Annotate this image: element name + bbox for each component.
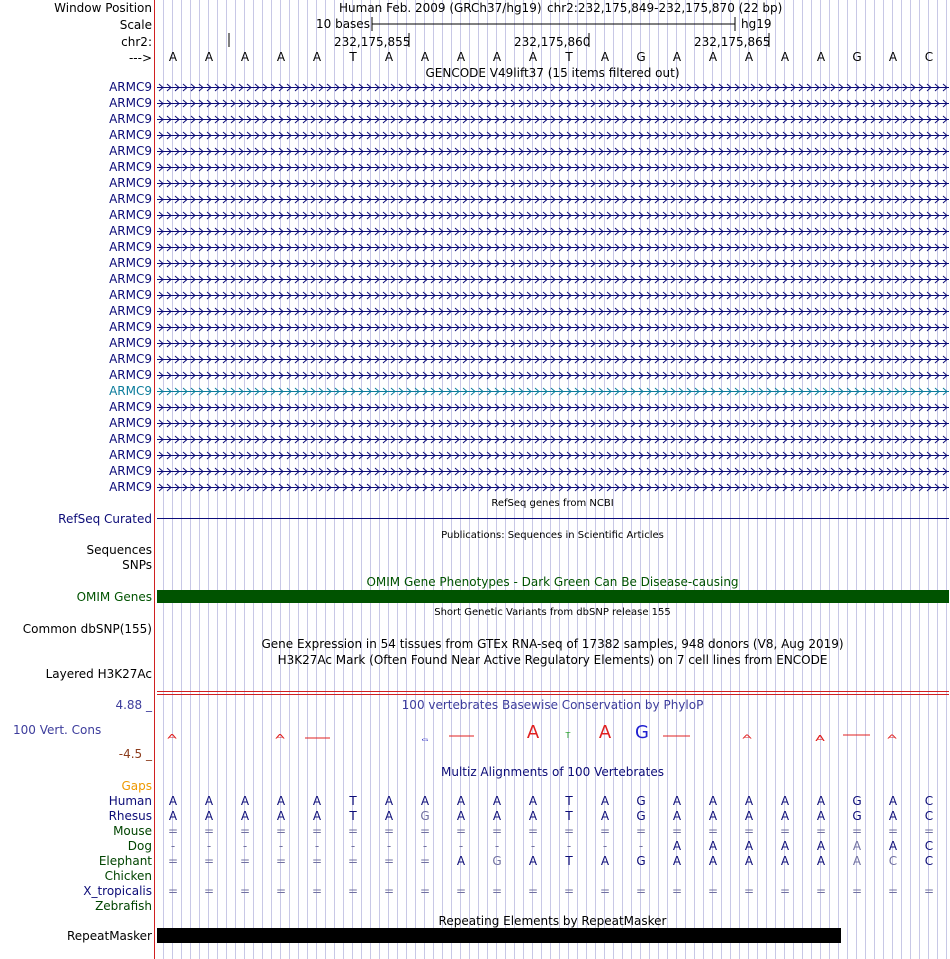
multiz-aligned-base: = (923, 824, 935, 838)
phylop-max-value: 4.88 _ (115, 698, 152, 712)
phylop-track-label[interactable]: 100 Vert. Cons (13, 723, 102, 737)
multiz-aligned-base: = (419, 854, 431, 868)
multiz-aligned-base: T (565, 854, 573, 868)
svg-text:G: G (421, 738, 429, 743)
window-position-label: Window Position (54, 1, 152, 15)
multiz-aligned-base: A (780, 794, 790, 808)
multiz-aligned-base: = (275, 824, 287, 838)
gtex-track-title: Gene Expression in 54 tissues from GTEx RNA-seq of 17382 samples, 948 donors (V8, Aug 2019) (261, 637, 844, 651)
gencode-transcript-line[interactable] (157, 83, 949, 92)
sequence-base: A (456, 50, 466, 64)
gencode-transcript-label[interactable]: ARMC9 (109, 448, 152, 462)
multiz-aligned-base: = (455, 824, 467, 838)
gencode-transcript-label[interactable]: ARMC9 (109, 272, 152, 286)
gencode-transcript-label[interactable]: ARMC9 (109, 160, 152, 174)
gencode-transcript-line[interactable] (157, 371, 949, 380)
multiz-aligned-base: = (311, 854, 323, 868)
multiz-aligned-base: = (491, 824, 503, 838)
multiz-aligned-base: = (383, 884, 395, 898)
multiz-aligned-base: - (278, 839, 284, 853)
gencode-transcript-label[interactable]: ARMC9 (109, 304, 152, 318)
publications-snps-label[interactable]: SNPs (122, 558, 152, 572)
multiz-aligned-base: = (527, 884, 539, 898)
multiz-aligned-base: A (600, 854, 610, 868)
multiz-aligned-base: - (422, 839, 428, 853)
gencode-transcript-line[interactable] (157, 275, 949, 284)
multiz-aligned-base: - (314, 839, 320, 853)
sequence-base: A (744, 50, 754, 64)
multiz-gaps-label: Gaps (121, 779, 152, 793)
multiz-aligned-base: A (204, 809, 214, 823)
sequence-base: A (240, 50, 250, 64)
multiz-aligned-base: = (599, 884, 611, 898)
h3k27ac-track-title: H3K27Ac Mark (Often Found Near Active Regulatory Elements) on 7 cell lines from ENCODE (277, 653, 828, 667)
gencode-transcript-label[interactable]: ARMC9 (109, 256, 152, 270)
publications-sequences-label[interactable]: Sequences (86, 543, 152, 557)
multiz-aligned-base: = (887, 884, 899, 898)
multiz-aligned-base: = (743, 884, 755, 898)
repeatmasker-track-title: Repeating Elements by RepeatMasker (438, 914, 667, 928)
multiz-aligned-base: = (419, 884, 431, 898)
multiz-aligned-base: A (888, 809, 898, 823)
multiz-aligned-base: A (672, 794, 682, 808)
sequence-base: A (888, 50, 898, 64)
h3k27ac-divider-top (157, 691, 949, 692)
gencode-transcript-label[interactable]: ARMC9 (109, 208, 152, 222)
gencode-transcript-label[interactable]: ARMC9 (109, 96, 152, 110)
multiz-aligned-base: A (744, 794, 754, 808)
sequence-base: A (420, 50, 430, 64)
multiz-aligned-base: = (635, 824, 647, 838)
multiz-aligned-base: = (707, 824, 719, 838)
multiz-aligned-base: = (383, 824, 395, 838)
svg-text:A: A (526, 722, 540, 743)
multiz-aligned-base: = (743, 824, 755, 838)
multiz-aligned-base: A (492, 794, 502, 808)
multiz-aligned-base: A (168, 794, 178, 808)
multiz-aligned-base: - (638, 839, 644, 853)
multiz-aligned-base: C (924, 809, 934, 823)
gencode-transcript-line[interactable] (157, 291, 949, 300)
multiz-aligned-base: = (815, 824, 827, 838)
multiz-aligned-base: = (167, 884, 179, 898)
svg-text:A: A (887, 734, 897, 741)
multiz-aligned-base: A (852, 854, 862, 868)
multiz-aligned-base: T (349, 809, 357, 823)
multiz-aligned-base: = (887, 824, 899, 838)
multiz-aligned-base: G (636, 794, 646, 808)
multiz-aligned-base: G (636, 809, 646, 823)
multiz-aligned-base: - (350, 839, 356, 853)
multiz-aligned-base: = (563, 824, 575, 838)
multiz-aligned-base: = (239, 884, 251, 898)
multiz-aligned-base: = (347, 884, 359, 898)
svg-text:A: A (815, 734, 825, 744)
scale-label: Scale (119, 18, 152, 32)
sequence-base: A (816, 50, 826, 64)
sequence-base: A (528, 50, 538, 64)
multiz-aligned-base: - (170, 839, 176, 853)
multiz-aligned-base: = (527, 824, 539, 838)
gencode-transcript-label[interactable]: ARMC9 (109, 400, 152, 414)
gencode-transcript-line[interactable] (157, 115, 949, 124)
multiz-aligned-base: = (851, 824, 863, 838)
repeatmasker-element-bar[interactable] (157, 928, 841, 943)
multiz-species-label[interactable]: Mouse (113, 824, 152, 838)
gencode-transcript-line[interactable] (157, 131, 949, 140)
gencode-transcript-label[interactable]: ARMC9 (109, 112, 152, 126)
multiz-aligned-base: A (276, 809, 286, 823)
multiz-aligned-base: A (204, 794, 214, 808)
multiz-aligned-base: A (420, 794, 430, 808)
multiz-aligned-base: A (456, 794, 466, 808)
multiz-aligned-base: A (708, 794, 718, 808)
gencode-transcript-line[interactable] (157, 307, 949, 316)
gencode-transcript-label[interactable]: ARMC9 (109, 240, 152, 254)
multiz-aligned-base: A (816, 854, 826, 868)
multiz-aligned-base: A (168, 809, 178, 823)
dbsnp-track-title: Short Genetic Variants from dbSNP release 155 (434, 607, 671, 618)
multiz-aligned-base: = (275, 854, 287, 868)
multiz-aligned-base: = (455, 884, 467, 898)
sequence-base: A (672, 50, 682, 64)
multiz-aligned-base: C (924, 794, 934, 808)
multiz-aligned-base: = (275, 884, 287, 898)
omim-gene-bar[interactable] (157, 590, 949, 603)
multiz-aligned-base: A (492, 809, 502, 823)
gencode-transcript-label[interactable]: ARMC9 (109, 176, 152, 190)
multiz-aligned-base: A (780, 809, 790, 823)
svg-text:A: A (275, 732, 285, 741)
multiz-aligned-base: = (167, 854, 179, 868)
sequence-base: A (492, 50, 502, 64)
multiz-aligned-base: = (671, 884, 683, 898)
chr-label: chr2: (121, 35, 152, 49)
ruler-ticks (0, 32, 950, 48)
multiz-aligned-base: = (671, 824, 683, 838)
refseq-track-label[interactable]: RefSeq Curated (58, 512, 152, 526)
multiz-species-label[interactable]: Zebrafish (95, 899, 152, 913)
sequence-base: C (924, 50, 934, 64)
gencode-transcript-line[interactable] (157, 243, 949, 252)
multiz-aligned-base: = (707, 884, 719, 898)
multiz-aligned-base: A (240, 809, 250, 823)
multiz-aligned-base: = (923, 884, 935, 898)
multiz-aligned-base: A (312, 794, 322, 808)
gencode-transcript-line[interactable] (157, 467, 949, 476)
multiz-species-label[interactable]: Dog (127, 839, 152, 853)
svg-text:G: G (635, 722, 649, 743)
multiz-aligned-base: - (242, 839, 248, 853)
multiz-aligned-base: = (203, 854, 215, 868)
multiz-aligned-base: = (779, 824, 791, 838)
multiz-aligned-base: - (566, 839, 572, 853)
multiz-aligned-base: A (528, 809, 538, 823)
multiz-aligned-base: A (780, 854, 790, 868)
dbsnp-track-label[interactable]: Common dbSNP(155) (22, 622, 152, 636)
gencode-transcript-line[interactable] (157, 195, 949, 204)
multiz-aligned-base: = (419, 824, 431, 838)
gencode-transcript-line[interactable] (157, 451, 949, 460)
sequence-base: A (600, 50, 610, 64)
multiz-aligned-base: - (206, 839, 212, 853)
refseq-gene-line[interactable] (157, 518, 949, 519)
multiz-aligned-base: C (924, 839, 934, 853)
gencode-track-title: GENCODE V49lift37 (15 items filtered out) (425, 66, 680, 80)
multiz-aligned-base: A (816, 794, 826, 808)
multiz-aligned-base: = (167, 824, 179, 838)
svg-text:T: T (565, 731, 571, 740)
multiz-species-label[interactable]: Elephant (98, 854, 152, 868)
multiz-aligned-base: - (386, 839, 392, 853)
multiz-aligned-base: A (240, 794, 250, 808)
multiz-aligned-base: T (565, 809, 573, 823)
svg-text:A: A (598, 722, 612, 743)
scale-text: 10 bases (316, 17, 370, 31)
gencode-transcript-line[interactable] (157, 387, 949, 396)
multiz-aligned-base: A (384, 794, 394, 808)
multiz-aligned-base: - (530, 839, 536, 853)
gencode-transcript-label[interactable]: ARMC9 (109, 224, 152, 238)
multiz-aligned-base: A (276, 794, 286, 808)
h3k27ac-divider-bottom (157, 694, 949, 695)
gencode-transcript-label[interactable]: ARMC9 (109, 480, 152, 494)
gencode-transcript-line[interactable] (157, 483, 949, 492)
multiz-aligned-base: = (203, 884, 215, 898)
gencode-transcript-line[interactable] (157, 259, 949, 268)
multiz-aligned-base: = (347, 824, 359, 838)
multiz-aligned-base: A (780, 839, 790, 853)
multiz-aligned-base: = (635, 884, 647, 898)
multiz-aligned-base: T (565, 794, 573, 808)
phylop-logo (0, 718, 950, 748)
omim-track-title: OMIM Gene Phenotypes - Dark Green Can Be Disease-causing (366, 575, 739, 589)
h3k27ac-track-label[interactable]: Layered H3K27Ac (45, 667, 152, 681)
gencode-transcript-line[interactable] (157, 419, 949, 428)
gencode-transcript-label[interactable]: ARMC9 (109, 128, 152, 142)
multiz-aligned-base: = (239, 824, 251, 838)
multiz-aligned-base: = (851, 884, 863, 898)
multiz-aligned-base: - (602, 839, 608, 853)
gencode-transcript-label[interactable]: ARMC9 (109, 80, 152, 94)
gencode-transcript-label[interactable]: ARMC9 (109, 352, 152, 366)
multiz-aligned-base: = (383, 854, 395, 868)
multiz-aligned-base: A (456, 809, 466, 823)
repeatmasker-track-label[interactable]: RepeatMasker (66, 929, 152, 943)
multiz-aligned-base: = (563, 884, 575, 898)
window-position-value: chr2:232,175,849-232,175,870 (22 bp) (547, 1, 783, 15)
gencode-transcript-label[interactable]: ARMC9 (109, 368, 152, 382)
gencode-transcript-label[interactable]: ARMC9 (109, 144, 152, 158)
multiz-aligned-base: C (924, 854, 934, 868)
multiz-aligned-base: - (458, 839, 464, 853)
publications-track-title: Publications: Sequences in Scientific Articles (441, 530, 664, 541)
multiz-aligned-base: A (744, 854, 754, 868)
gencode-transcript-line[interactable] (157, 403, 949, 412)
sequence-base: A (168, 50, 178, 64)
multiz-aligned-base: A (528, 794, 538, 808)
gencode-transcript-label[interactable]: ARMC9 (109, 288, 152, 302)
sequence-base: A (204, 50, 214, 64)
gencode-transcript-label[interactable]: ARMC9 (109, 192, 152, 206)
sequence-base: A (312, 50, 322, 64)
gencode-transcript-line[interactable] (157, 227, 949, 236)
sequence-base: T (349, 50, 357, 64)
multiz-aligned-base: A (528, 854, 538, 868)
gencode-transcript-label[interactable]: ARMC9 (109, 384, 152, 398)
gencode-transcript-label[interactable]: ARMC9 (109, 432, 152, 446)
multiz-aligned-base: G (420, 809, 430, 823)
multiz-aligned-base: - (494, 839, 500, 853)
phylop-min-value: -4.5 _ (118, 747, 152, 761)
multiz-aligned-base: A (600, 794, 610, 808)
gencode-transcript-line[interactable] (157, 323, 949, 332)
multiz-aligned-base: G (636, 854, 646, 868)
sequence-base: A (276, 50, 286, 64)
multiz-aligned-base: = (491, 884, 503, 898)
sequence-base: G (636, 50, 646, 64)
sequence-base: G (852, 50, 862, 64)
gencode-transcript-line[interactable] (157, 147, 949, 156)
multiz-aligned-base: = (239, 854, 251, 868)
gencode-transcript-line[interactable] (157, 179, 949, 188)
multiz-aligned-base: A (744, 839, 754, 853)
multiz-aligned-base: A (672, 809, 682, 823)
multiz-species-label[interactable]: Chicken (104, 869, 152, 883)
strand-label: ---> (128, 51, 152, 65)
sequence-base: T (565, 50, 573, 64)
gencode-transcript-line[interactable] (157, 435, 949, 444)
svg-text:A: A (742, 734, 752, 741)
multiz-track-title: Multiz Alignments of 100 Vertebrates (440, 765, 665, 779)
multiz-aligned-base: = (779, 884, 791, 898)
multiz-aligned-base: C (888, 854, 898, 868)
ruler-tick-label: 232,175,860 (514, 35, 591, 49)
sequence-base: A (708, 50, 718, 64)
multiz-species-label[interactable]: X_tropicalis (83, 884, 152, 898)
multiz-aligned-base: = (311, 884, 323, 898)
multiz-aligned-base: A (744, 809, 754, 823)
sequence-base: A (780, 50, 790, 64)
multiz-aligned-base: A (456, 854, 466, 868)
multiz-aligned-base: = (599, 824, 611, 838)
multiz-aligned-base: = (311, 824, 323, 838)
multiz-aligned-base: A (888, 794, 898, 808)
gencode-transcript-label[interactable]: ARMC9 (109, 320, 152, 334)
gencode-transcript-label[interactable]: ARMC9 (109, 464, 152, 478)
multiz-aligned-base: = (203, 824, 215, 838)
multiz-aligned-base: A (708, 854, 718, 868)
gencode-transcript-line[interactable] (157, 163, 949, 172)
refseq-track-title: RefSeq genes from NCBI (491, 498, 614, 509)
gencode-transcript-label[interactable]: ARMC9 (109, 416, 152, 430)
multiz-aligned-base: A (888, 839, 898, 853)
multiz-aligned-base: A (816, 809, 826, 823)
ruler-tick-label: 232,175,855 (334, 35, 411, 49)
multiz-aligned-base: T (349, 794, 357, 808)
gencode-transcript-line[interactable] (157, 99, 949, 108)
gencode-transcript-label[interactable]: ARMC9 (109, 336, 152, 350)
multiz-aligned-base: G (852, 794, 862, 808)
multiz-species-label[interactable]: Rhesus (108, 809, 152, 823)
multiz-aligned-base: A (708, 809, 718, 823)
scale-bar (370, 16, 738, 32)
multiz-aligned-base: A (672, 854, 682, 868)
multiz-aligned-base: G (492, 854, 502, 868)
gencode-transcript-line[interactable] (157, 355, 949, 364)
multiz-aligned-base: A (600, 809, 610, 823)
ruler-tick-label: 232,175,865 (694, 35, 771, 49)
multiz-aligned-base: A (384, 809, 394, 823)
multiz-aligned-base: A (672, 839, 682, 853)
multiz-aligned-base: = (347, 854, 359, 868)
phylop-track-title: 100 vertebrates Basewise Conservation by PhyloP (401, 698, 704, 712)
multiz-aligned-base: A (312, 809, 322, 823)
gencode-transcript-line[interactable] (157, 211, 949, 220)
multiz-aligned-base: A (708, 839, 718, 853)
omim-track-label[interactable]: OMIM Genes (76, 590, 152, 604)
db-name: hg19 (741, 17, 772, 31)
gencode-transcript-line[interactable] (157, 339, 949, 348)
multiz-species-label[interactable]: Human (108, 794, 152, 808)
svg-text:A: A (167, 732, 177, 741)
multiz-aligned-base: G (852, 809, 862, 823)
assembly-name: Human Feb. 2009 (GRCh37/hg19) (339, 1, 542, 15)
multiz-aligned-base: A (852, 839, 862, 853)
multiz-aligned-base: = (815, 884, 827, 898)
multiz-aligned-base: A (816, 839, 826, 853)
sequence-base: A (384, 50, 394, 64)
